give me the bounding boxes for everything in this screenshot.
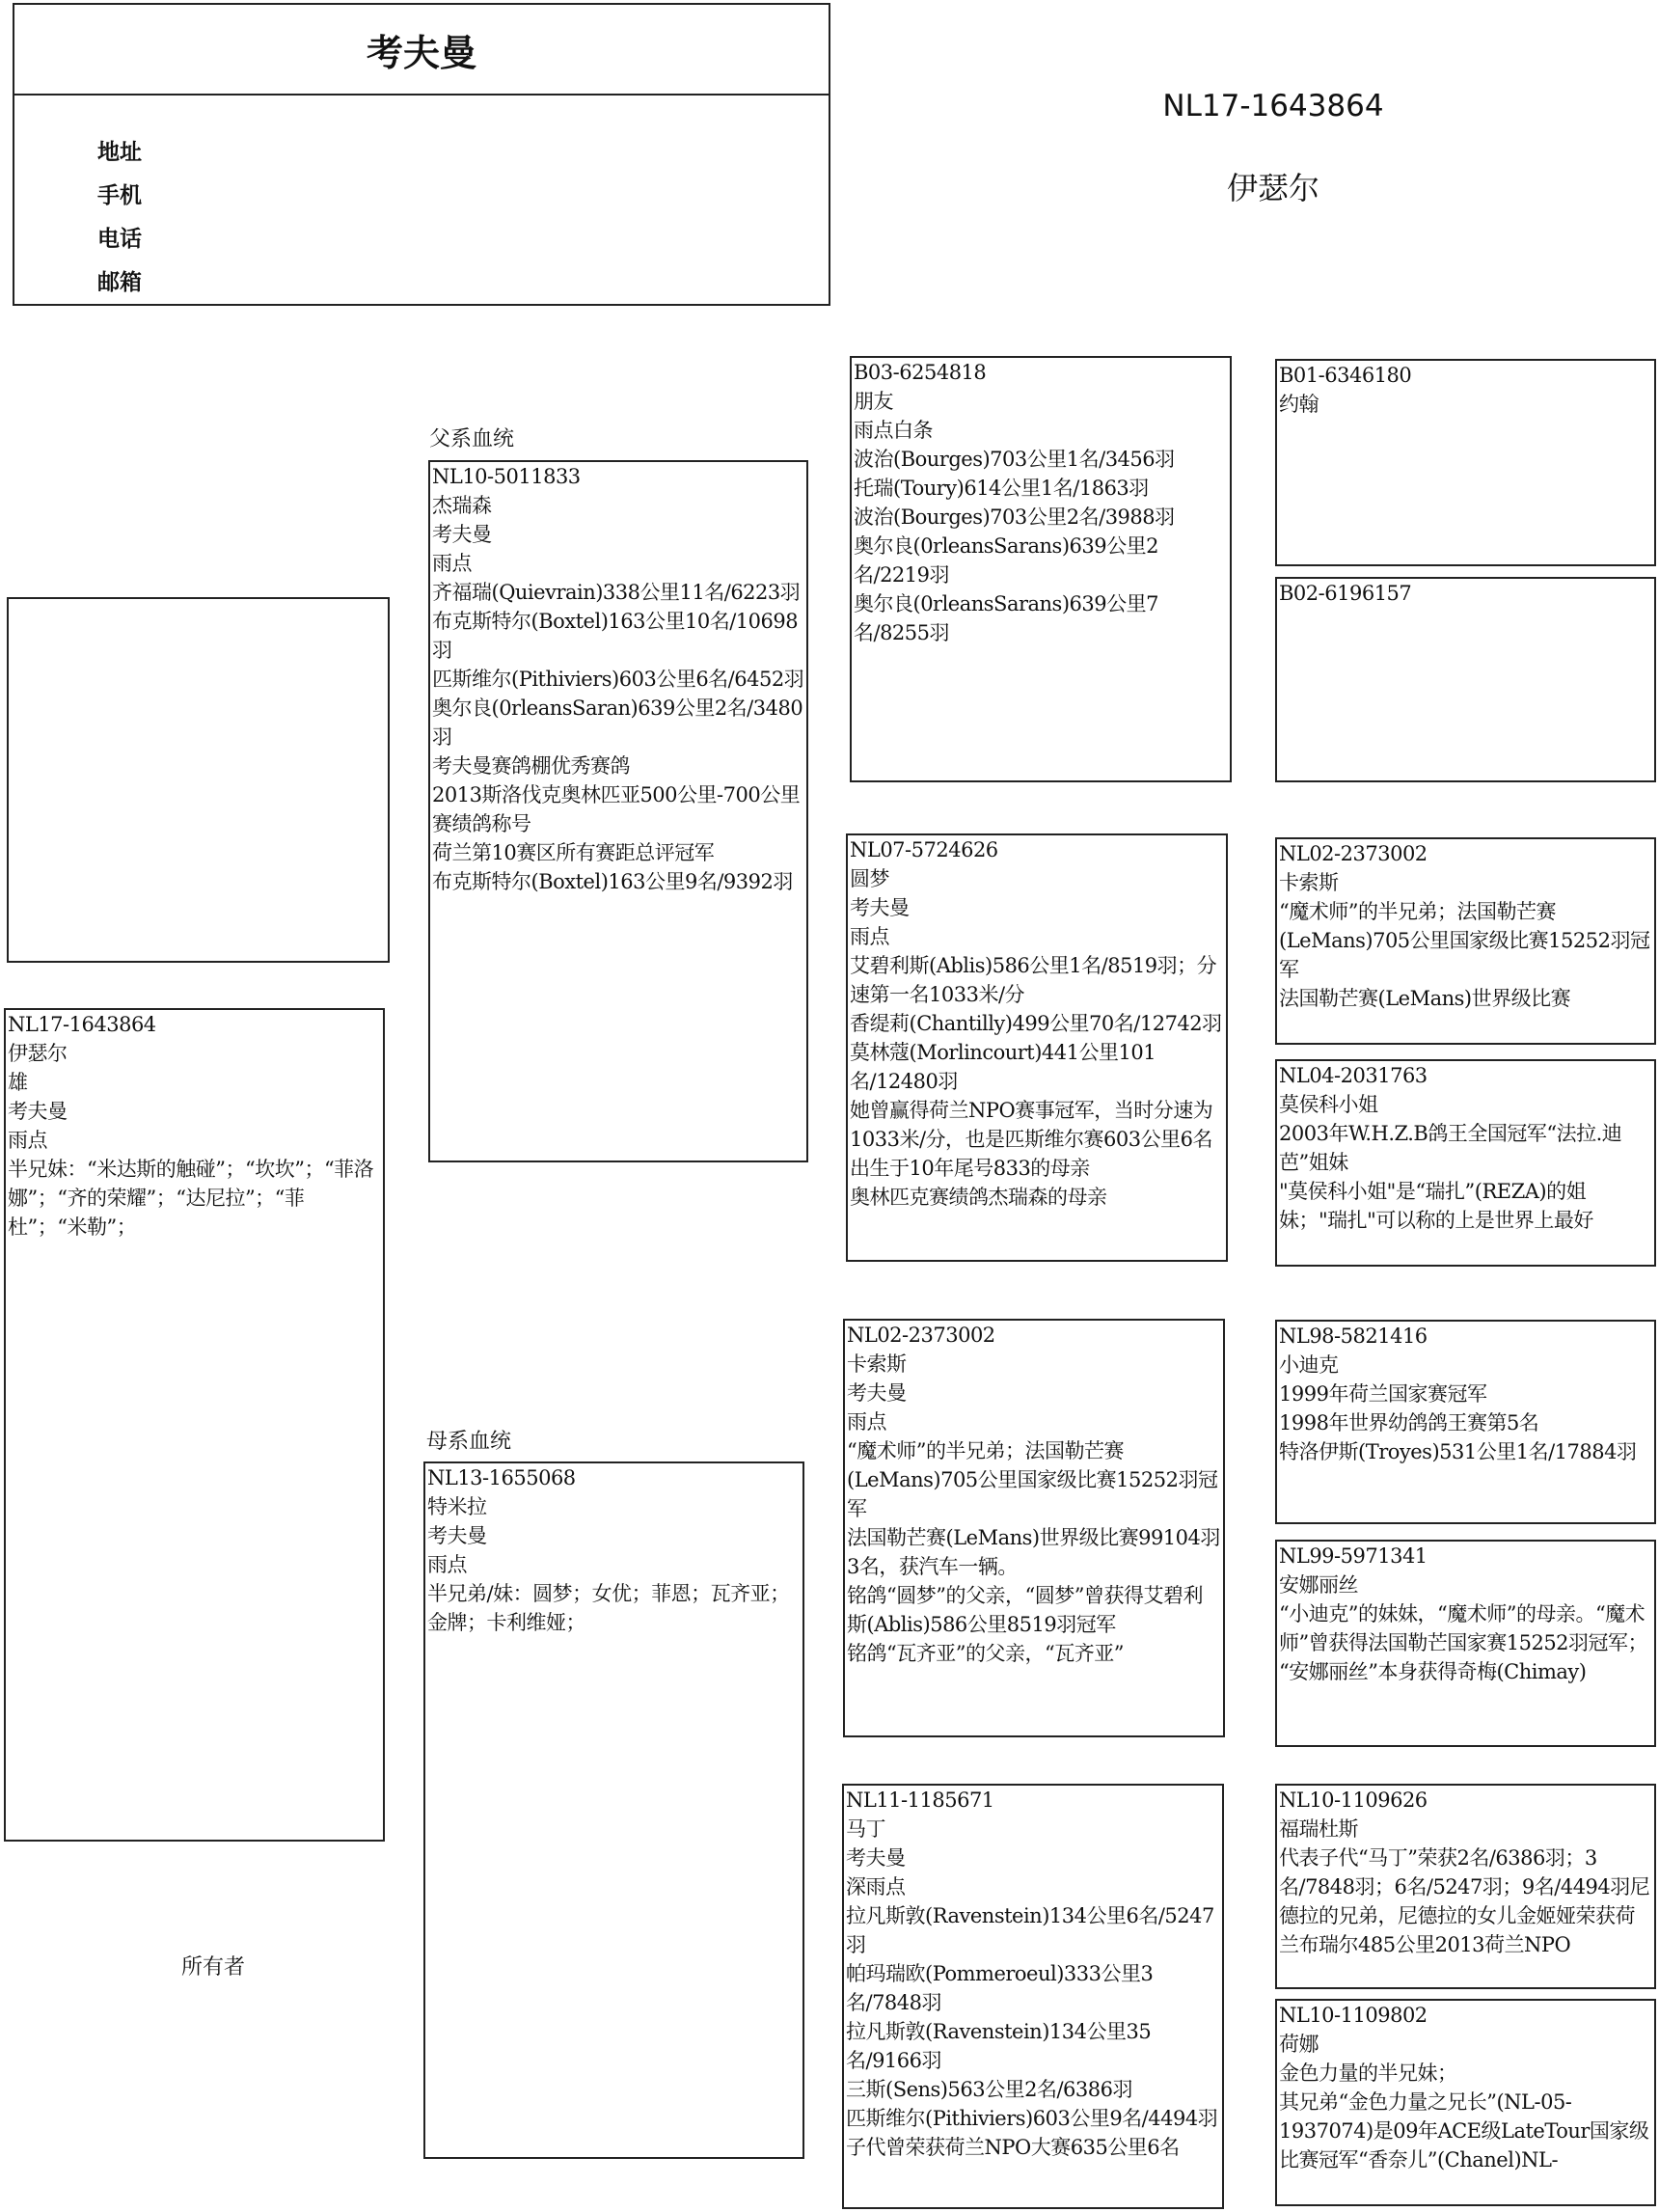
pedigree-line: 铭鸽“圆梦”的父亲，“圆梦”曾获得艾碧利斯(Ablis)586公里8519羽冠军 <box>847 1584 1203 1636</box>
pedigree-line: “魔术师”的半兄弟；法国勒芒赛(LeMans)705公里国家级比赛15252羽冠军 <box>1279 900 1650 981</box>
pedigree-line: 特洛伊斯(Troyes)531公里1名/17884羽 <box>1279 1440 1637 1463</box>
pedigree-line: 她曾赢得荷兰NPO赛事冠军，当时分速为1033米/分，也是匹斯维尔赛603公里6名出生于10年尾号833的母亲 <box>850 1099 1213 1180</box>
pedigree-line: 布克斯特尔(Boxtel)163公里9名/9392羽 <box>432 870 793 893</box>
pedigree-line: 法国勒芒赛(LeMans)世界级比赛 <box>1279 987 1571 1010</box>
pedigree-line: 金色力量的半兄妹； <box>1279 2062 1457 2085</box>
ggp-dss-lines <box>1279 1322 1652 1466</box>
pedigree-line: 荷兰第10赛区所有赛距总评冠军 <box>432 841 715 864</box>
pedigree-line: 半兄弟/妹：圆梦；女优；菲恩；瓦齐亚；金牌；卡利维娅； <box>427 1582 790 1634</box>
pedigree-line: NL10-1109626 <box>1279 1789 1428 1812</box>
pedigree-line: 雨点 <box>427 1553 467 1576</box>
pedigree-line: 子代曾荣获荷兰NPO大赛635公里6名 <box>846 2136 1180 2159</box>
grandsire-dam-side-lines <box>847 1321 1221 1668</box>
pedigree-line: NL98-5821416 <box>1279 1324 1428 1348</box>
grandsire-dam-side-card <box>843 1319 1225 1737</box>
granddam-dam-side-card <box>842 1784 1224 2209</box>
address-label: 地址 <box>97 139 142 165</box>
pedigree-line: NL07-5724626 <box>850 838 998 861</box>
dam-line-label: 母系血统 <box>426 1430 512 1454</box>
pedigree-line: 约翰 <box>1279 393 1319 416</box>
pedigree-line: 雨点 <box>8 1129 47 1152</box>
pedigree-line: 拉凡斯敦(Ravenstein)134公里6名/5247羽 <box>846 1904 1214 1956</box>
sire-lines <box>432 462 804 896</box>
granddam-sire-side-lines <box>850 835 1224 1212</box>
pedigree-line: 齐福瑞(Quievrain)338公里11名/6223羽 <box>432 581 801 604</box>
ggp-ssd-card <box>1275 577 1656 782</box>
ggp-ddd-card <box>1275 1999 1656 2206</box>
pedigree-line: 1999年荷兰国家赛冠军 <box>1279 1382 1487 1406</box>
pedigree-line: 艾碧利斯(Ablis)586公里1名/8519羽；分速第一名1033米/分 <box>850 954 1217 1006</box>
pedigree-line: NL10-5011833 <box>432 465 581 488</box>
pedigree-line: 2013斯洛伐克奥林匹亚500公里-700公里赛绩鸽称号 <box>432 783 801 835</box>
pedigree-line: NL11-1185671 <box>846 1789 994 1812</box>
pedigree-line: 考夫曼赛鸽棚优秀赛鸽 <box>432 754 630 778</box>
pedigree-line: 法国勒芒赛(LeMans)世界级比赛99104羽3名，获汽车一辆。 <box>847 1526 1220 1578</box>
pedigree-line: 2003年W.H.Z.B鸽王全国冠军“法拉.迪芭”姐妹 <box>1279 1122 1622 1174</box>
pedigree-line: 安娜丽丝 <box>1279 1573 1358 1597</box>
pedigree-line: B01-6346180 <box>1279 364 1412 387</box>
pedigree-line: 莫侯科小姐 <box>1279 1093 1378 1116</box>
pedigree-line: 雄 <box>8 1071 28 1094</box>
ggp-sss-lines <box>1279 361 1652 419</box>
subject-lines <box>8 1010 381 1242</box>
pedigree-line: 福瑞杜斯 <box>1279 1817 1358 1841</box>
pedigree-line: 匹斯维尔(Pithiviers)603公里9名/4494羽 <box>846 2107 1218 2130</box>
pedigree-line: 特米拉 <box>427 1495 487 1518</box>
pedigree-line: 香缇莉(Chantilly)499公里70名/12742羽 <box>850 1012 1222 1035</box>
pedigree-line: 小迪克 <box>1279 1353 1339 1377</box>
ggp-dds-card <box>1275 1784 1656 1989</box>
pedigree-line: 波治(Bourges)703公里2名/3988羽 <box>854 505 1175 529</box>
pedigree-line: “小迪克”的妹妹，“魔术师”的母亲。“魔术师”曾获得法国勒芒国家赛15252羽冠军； <box>1279 1602 1648 1654</box>
pedigree-line: 铭鸽“瓦齐亚”的父亲，“瓦齐亚” <box>847 1642 1124 1665</box>
ggp-sdd-card <box>1275 1059 1656 1267</box>
phone-label: 电话 <box>97 226 142 252</box>
ggp-sdd-lines <box>1279 1061 1652 1235</box>
sire-line-label: 父系血统 <box>429 427 515 451</box>
header-bird-name: 伊瑟尔 <box>1226 170 1319 206</box>
pedigree-line: 雨点 <box>847 1410 886 1434</box>
pedigree-line: NL02-2373002 <box>847 1324 995 1347</box>
pedigree-line: 布克斯特尔(Boxtel)163公里10名/10698羽 <box>432 610 799 662</box>
pedigree-line: 伊瑟尔 <box>8 1042 68 1065</box>
owner-name: 考夫曼 <box>14 5 829 96</box>
pedigree-line: 雨点白条 <box>854 419 933 442</box>
pedigree-line: NL02-2373002 <box>1279 842 1428 865</box>
pedigree-line: 波治(Bourges)703公里1名/3456羽 <box>854 448 1175 471</box>
pedigree-line: 帕玛瑞欧(Pommeroeul)333公里3名/7848羽 <box>846 1962 1154 2014</box>
pedigree-line: 朋友 <box>854 390 893 413</box>
pedigree-line: 圆梦 <box>850 867 889 890</box>
mobile-label: 手机 <box>97 182 142 208</box>
pedigree-line: NL17-1643864 <box>8 1013 156 1036</box>
pedigree-line: 匹斯维尔(Pithiviers)603公里6名/6452羽 <box>432 668 804 691</box>
pedigree-line: 深雨点 <box>846 1875 906 1898</box>
email-label: 邮箱 <box>97 269 142 295</box>
pedigree-line: 奥尔良(0rleansSarans)639公里2名/2219羽 <box>854 534 1158 587</box>
pedigree-line: “魔术师”的半兄弟；法国勒芒赛(LeMans)705公里国家级比赛15252羽冠军 <box>847 1439 1218 1520</box>
ggp-sss-card <box>1275 359 1656 566</box>
ggp-sds-lines <box>1279 839 1652 1013</box>
owner-card <box>13 3 830 306</box>
photo-frame <box>7 597 390 963</box>
granddam-sire-side-card <box>846 833 1228 1262</box>
pedigree-line: 三斯(Sens)563公里2名/6386羽 <box>846 2078 1132 2101</box>
pedigree-line: NL99-5971341 <box>1279 1544 1428 1568</box>
pedigree-line: 卡索斯 <box>1279 871 1339 894</box>
pedigree-line: B02-6196157 <box>1279 582 1412 605</box>
pedigree-line: 卡索斯 <box>847 1352 907 1376</box>
pedigree-line: 杰瑞森 <box>432 494 492 517</box>
pedigree-line: B03-6254818 <box>854 361 987 384</box>
header-ring-number: NL17-1643864 <box>1162 89 1384 123</box>
pedigree-line: 雨点 <box>432 552 472 575</box>
pedigree-line: 半兄妹：“米达斯的触碰”；“坎坎”；“菲洛娜”；“齐的荣耀”；“达尼拉”；“菲杜”；“米勒”； <box>8 1158 374 1239</box>
pedigree-line: "莫侯科小姐"是“瑞扎”(REZA)的姐妹；"瑞扎"可以称的上是世界上最好 <box>1279 1180 1593 1232</box>
pedigree-line: 托瑞(Toury)614公里1名/1863羽 <box>854 477 1149 500</box>
pedigree-line: 拉凡斯敦(Ravenstein)134公里35名/9166羽 <box>846 2020 1152 2072</box>
pedigree-line: 考夫曼 <box>432 523 492 546</box>
pedigree-line: 莫林蔻(Morlincourt)441公里101名/12480羽 <box>850 1041 1156 1093</box>
pedigree-line: 荷娜 <box>1279 2033 1319 2056</box>
ggp-ssd-lines <box>1279 579 1652 608</box>
pedigree-line: NL13-1655068 <box>427 1466 576 1489</box>
pedigree-line: 奥林匹克赛绩鸽杰瑞森的母亲 <box>850 1186 1107 1209</box>
pedigree-line: 1998年世界幼鸽鸽王赛第5名 <box>1279 1411 1539 1434</box>
pedigree-line: 奥尔良(0rleansSarans)639公里7名/8255羽 <box>854 592 1158 644</box>
pedigree-line: 考夫曼 <box>850 896 910 919</box>
ggp-sds-card <box>1275 837 1656 1045</box>
pedigree-line: 马丁 <box>846 1817 885 1841</box>
ggp-dsd-lines <box>1279 1542 1652 1686</box>
sire-card <box>428 460 808 1162</box>
owner-signature-label: 所有者 <box>181 1955 246 1980</box>
dam-lines <box>427 1463 801 1637</box>
pedigree-line: 考夫曼 <box>8 1100 68 1123</box>
granddam-dam-side-lines <box>846 1786 1220 2162</box>
ggp-dsd-card <box>1275 1540 1656 1747</box>
pedigree-line: “安娜丽丝”本身获得奇梅(Chimay) <box>1279 1660 1587 1683</box>
pedigree-line: 考夫曼 <box>846 1846 906 1870</box>
pedigree-line: 考夫曼 <box>427 1524 487 1547</box>
pedigree-line: 代表子代“马丁”荣获2名/6386羽；3名/7848羽；6名/5247羽；9名/4494羽尼德拉的兄弟，尼德拉的女儿金姬娅荣获荷兰布瑞尔485公里2013荷兰NPO <box>1279 1846 1650 1956</box>
pedigree-line: 奥尔良(0rleansSaran)639公里2名/3480羽 <box>432 696 803 749</box>
ggp-dds-lines <box>1279 1786 1652 1959</box>
pedigree-line: 雨点 <box>850 925 889 948</box>
pedigree-line: 其兄弟“金色力量之兄长”(NL-05-1937074)是09年ACE级LateTour国家级比赛冠军“香奈儿”(Chanel)NL- <box>1279 2090 1649 2171</box>
ggp-dss-card <box>1275 1320 1656 1524</box>
pedigree-line: NL10-1109802 <box>1279 2004 1428 2027</box>
subject-card <box>4 1008 385 1842</box>
pedigree-line: 考夫曼 <box>847 1381 907 1405</box>
ggp-ddd-lines <box>1279 2001 1652 2174</box>
pedigree-line: NL04-2031763 <box>1279 1064 1428 1087</box>
grandsire-sire-side-card <box>850 356 1232 782</box>
dam-card <box>423 1461 804 2159</box>
grandsire-sire-side-lines <box>854 358 1228 647</box>
